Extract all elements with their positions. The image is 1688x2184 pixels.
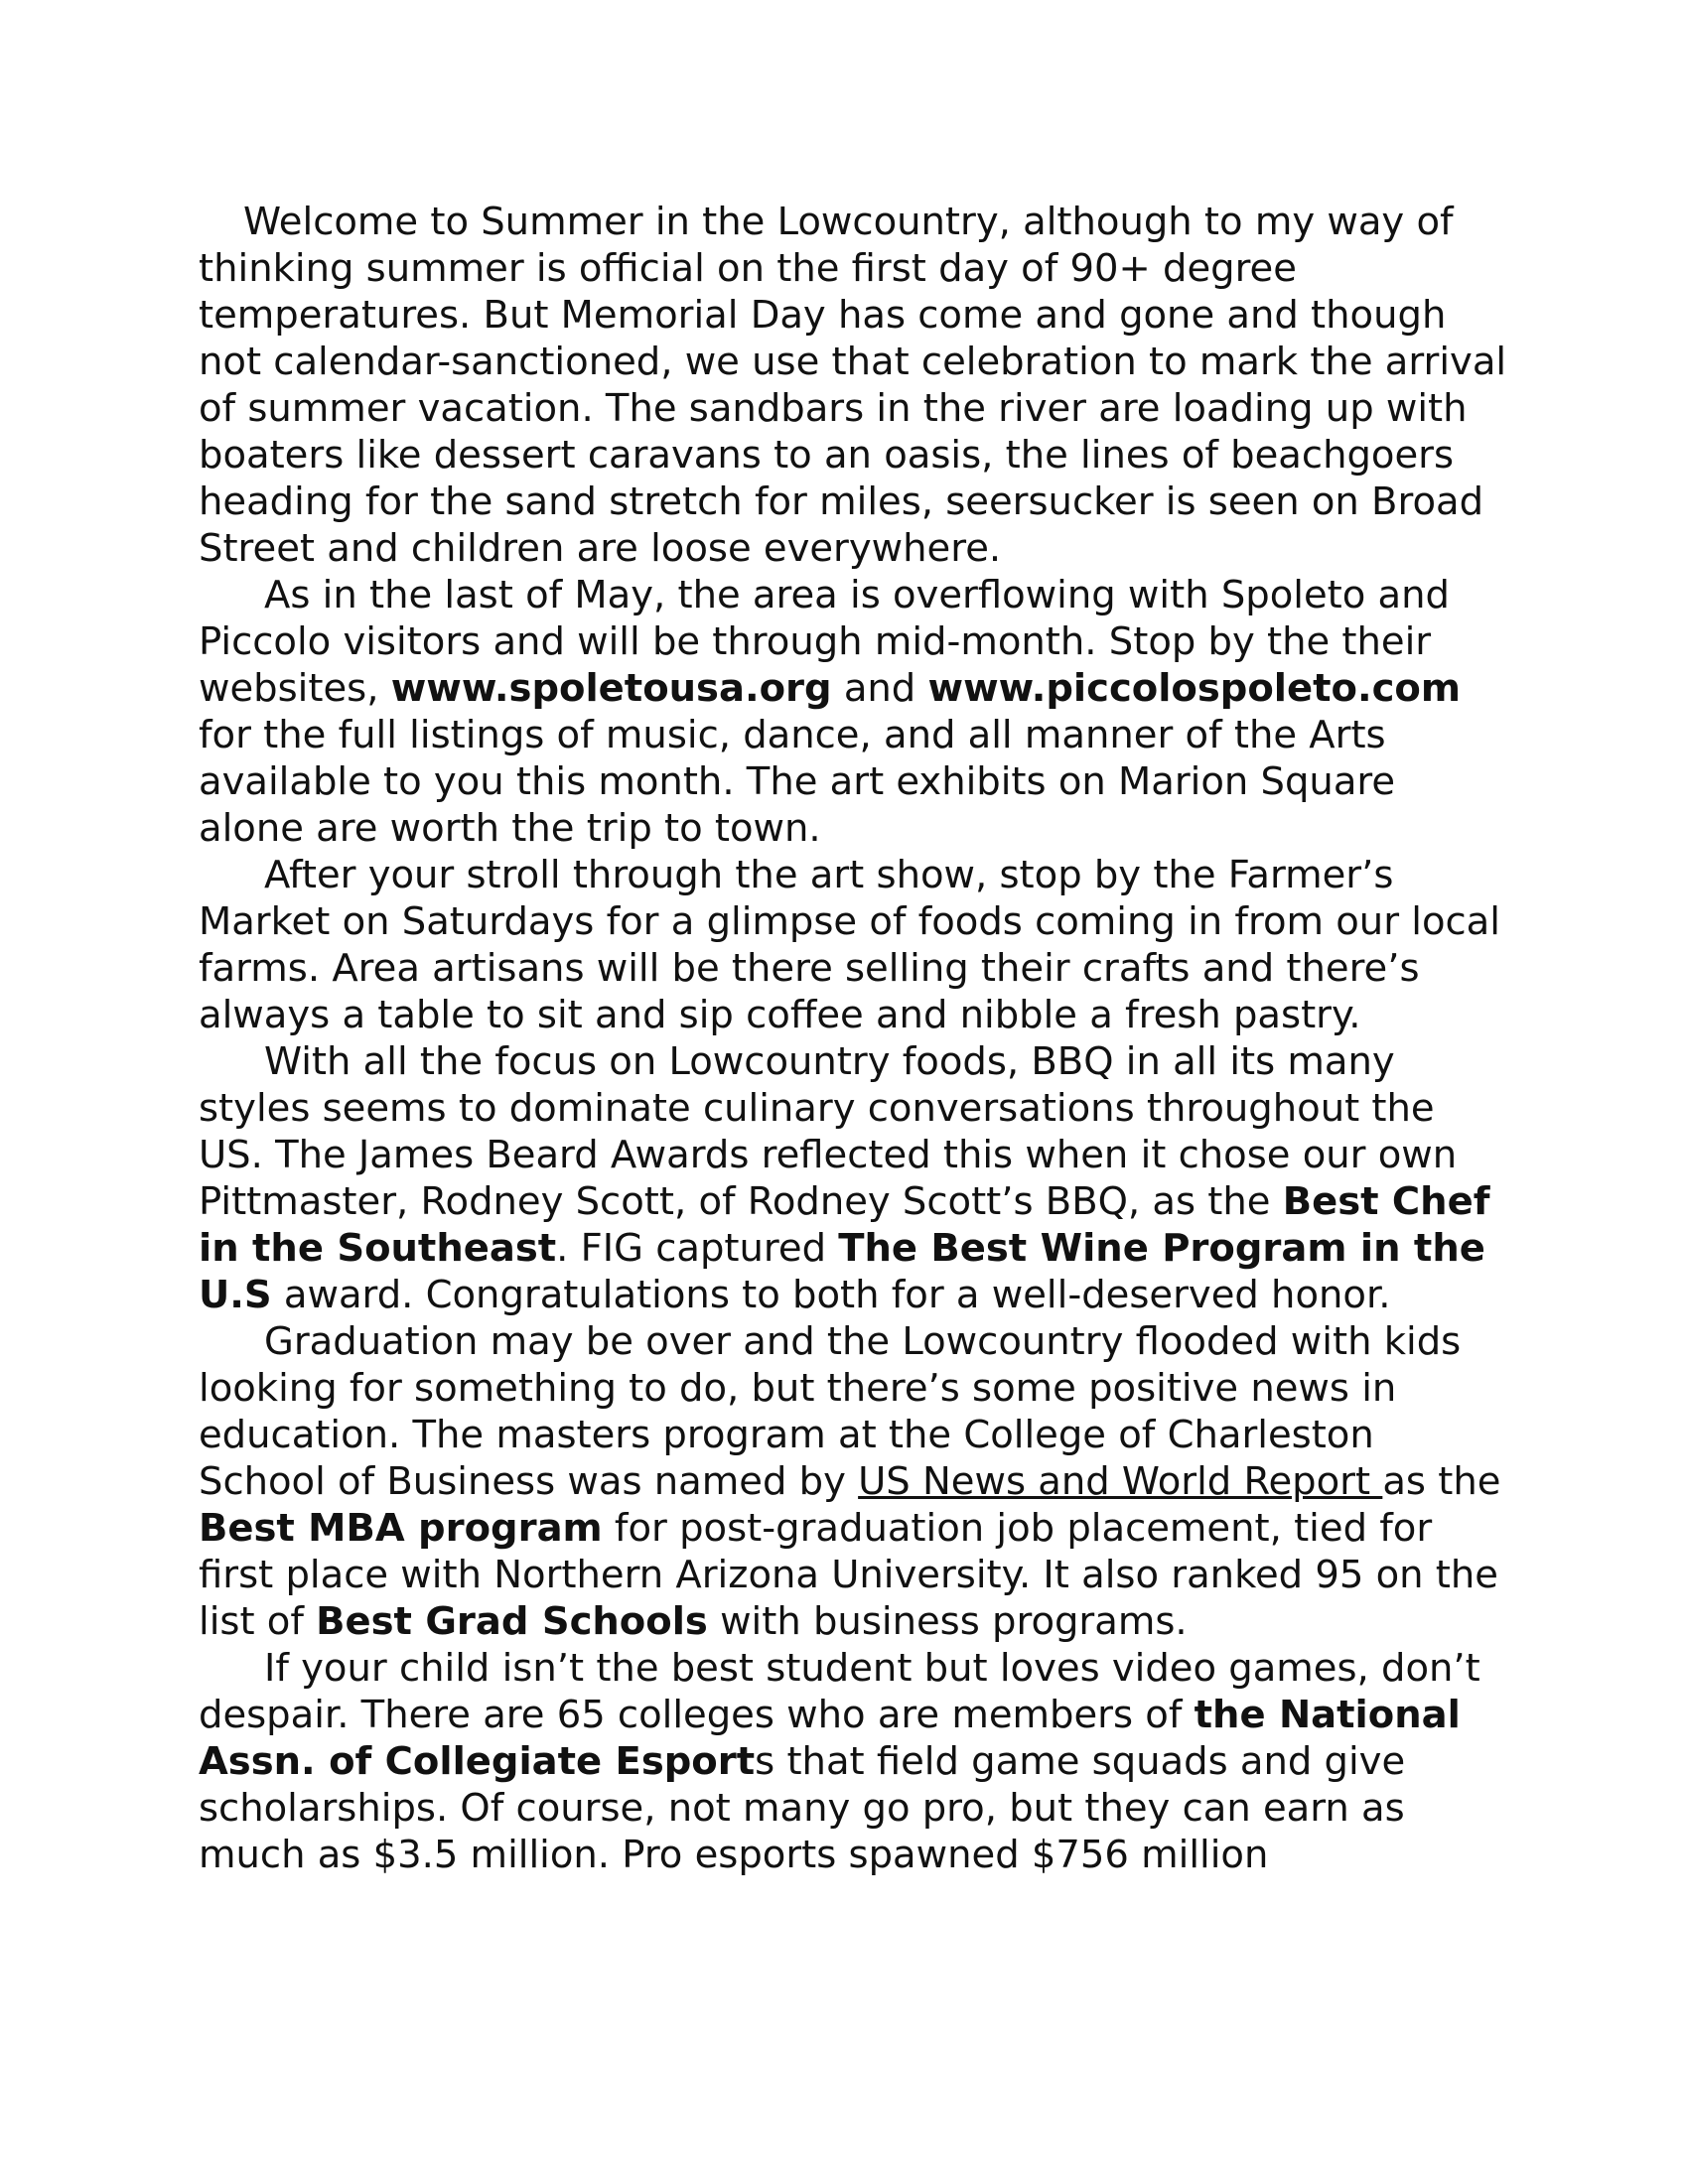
best-wine-program-award: The Best Wine Program in the U.S (199, 1226, 1485, 1317)
paragraph-summer-welcome (199, 199, 1509, 572)
paragraph-text: for post-graduation job placement, tied for first place with Northern Arizona University. It also ranked 95 on the list of (199, 1506, 1498, 1644)
paragraph-text: for the full listings of music, dance, and all manner of the Arts available to you this month. The art exhibits on Marion Square alone are worth the trip to town. (199, 713, 1396, 851)
paragraph-bbq-awards (199, 1038, 1509, 1318)
paragraph-text: as the (1382, 1459, 1501, 1504)
paragraph-text: With all the focus on Lowcountry foods, BBQ in all its many styles seems to dominate culinary conversations throughout the US. The James Beard Awards reflected this when it chose our own Pittmaster, Rodney Scott, of Rodney Scott’s BBQ, as the (199, 1039, 1458, 1224)
paragraph-farmers-market (199, 852, 1509, 1038)
paragraph-text: and (831, 666, 928, 711)
article-body (199, 199, 1509, 1878)
paragraph-text: Graduation may be over and the Lowcountry flooded with kids looking for something to do, but there’s some positive news in education. The masters program at the College of Charleston School of Business was named by (199, 1319, 1462, 1504)
best-mba-program: Best MBA program (199, 1506, 603, 1551)
paragraph-spoleto (199, 572, 1509, 852)
paragraph-education (199, 1318, 1509, 1645)
paragraph-text: As in the last of May, the area is overflowing with Spoleto and Piccolo visitors and will be through mid-month. Stop by the their websites, (199, 573, 1450, 711)
best-grad-schools: Best Grad Schools (316, 1599, 708, 1644)
paragraph-text: Welcome to Summer in the Lowcountry, although to my way of thinking summer is official on the first day of 90+ degree temperatures. But Memorial Day has come and gone and though not calendar-sanctioned, we use that celebration to mark the arrival of summer vacation. The sandbars in the river are loading up with boaters like dessert caravans to an oasis, the lines of beachgoers heading for the sand stretch for miles, seersucker is seen on Broad Street and children are loose everywhere. (199, 200, 1507, 571)
paragraph-text: award. Congratulations to both for a well-deserved honor. (271, 1273, 1391, 1317)
paragraph-text: If your child isn’t the best student but loves video games, don’t despair. There are 65 colleges who are members of (199, 1646, 1480, 1737)
paragraph-text: with business programs. (707, 1599, 1188, 1644)
paragraph-esports (199, 1645, 1509, 1878)
us-news-reference: US News and World Report (858, 1459, 1383, 1504)
spoleto-website-link[interactable]: www.spoletousa.org (390, 666, 832, 711)
piccolo-spoleto-website-link[interactable]: www.piccolospoleto.com (927, 666, 1461, 711)
esports-association: the National Assn. of Collegiate Esport (199, 1693, 1461, 1784)
best-chef-award: Best Chef in the Southeast (199, 1179, 1490, 1271)
paragraph-text: . FIG captured (556, 1226, 839, 1271)
paragraph-text: s that field game squads and give scholarships. Of course, not many go pro, but they can earn as much as $3.5 million. Pro esports spawned $756 million (199, 1739, 1406, 1877)
paragraph-text: After your stroll through the art show, stop by the Farmer’s Market on Saturdays for a glimpse of foods coming in from our local farms. Area artisans will be there selling their crafts and there’s always a table to sit and sip coffee and nibble a fresh pastry. (199, 853, 1500, 1037)
